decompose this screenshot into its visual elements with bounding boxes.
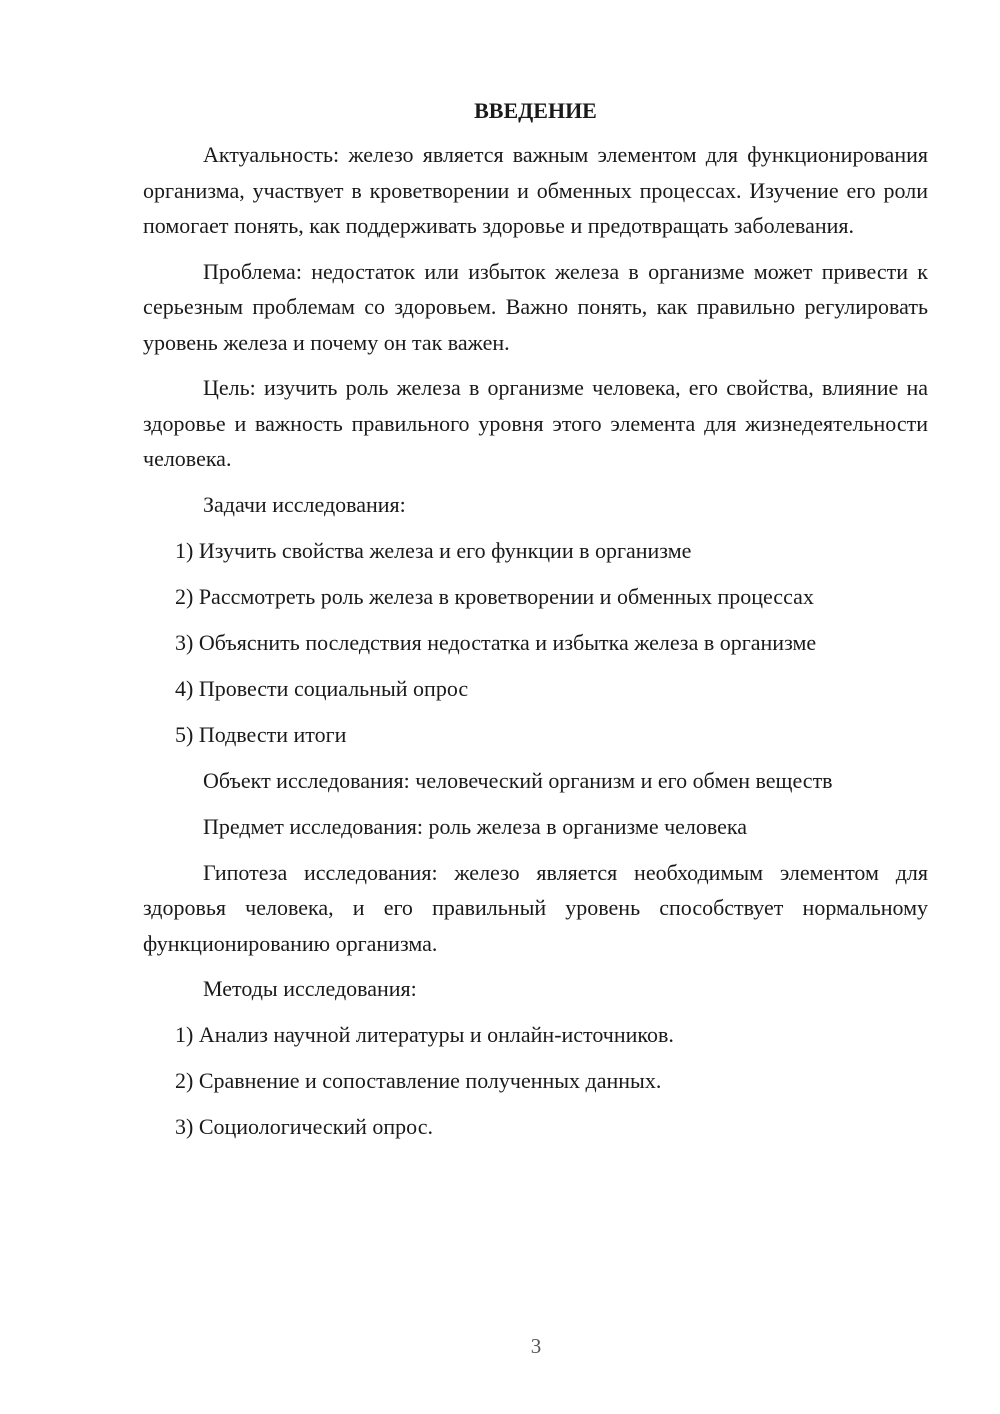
task-item: 2) Рассмотреть роль железа в кроветворении и обменных процессах xyxy=(175,583,814,609)
task-item: 1) Изучить свойства железа и его функции в организме xyxy=(175,537,692,563)
hypothesis-paragraph: Гипотеза исследования: железо является необходимым элементом для здоровья человека, и его правильный уровень способствует нормальному функционированию организма. xyxy=(143,859,928,956)
methods-heading: Методы исследования: xyxy=(203,976,417,1001)
task-item: 4) Провести социальный опрос xyxy=(175,675,469,701)
task-item: 3) Объяснить последствия недостатка и избытка железа в организме xyxy=(175,629,817,655)
section-title: ВВЕДЕНИЕ xyxy=(474,98,597,123)
method-item: 2) Сравнение и сопоставление полученных данных. xyxy=(175,1068,662,1093)
relevance-paragraph: Актуальность: железо является важным элементом для функционирования организма, участвует в кроветворении и обменных процессах. Изучение его роли помогает понять, как поддерживать здоровье и предотвращать заболевания. xyxy=(143,142,928,238)
object-paragraph: Объект исследования: человеческий организм и его обмен веществ xyxy=(203,767,833,793)
tasks-heading: Задачи исследования: xyxy=(203,491,406,517)
method-item: 1) Анализ научной литературы и онлайн-источников. xyxy=(175,1022,674,1047)
page-content xyxy=(143,97,928,1155)
method-item: 3) Социологический опрос. xyxy=(175,1114,433,1139)
task-item: 5) Подвести итоги xyxy=(175,721,347,747)
problem-paragraph: Проблема: недостаток или избыток железа в организме может привести к серьезным проблемам со здоровьем. Важно понять, как правильно регулировать уровень железа и почему он так важен. xyxy=(143,258,928,355)
subject-paragraph: Предмет исследования: роль железа в организме человека xyxy=(203,813,748,839)
goal-paragraph: Цель: изучить роль железа в организме человека, его свойства, влияние на здоровье и важность правильного уровня этого элемента для жизнедеятельности человека. xyxy=(143,375,928,471)
page-number: 3 xyxy=(530,1334,542,1358)
